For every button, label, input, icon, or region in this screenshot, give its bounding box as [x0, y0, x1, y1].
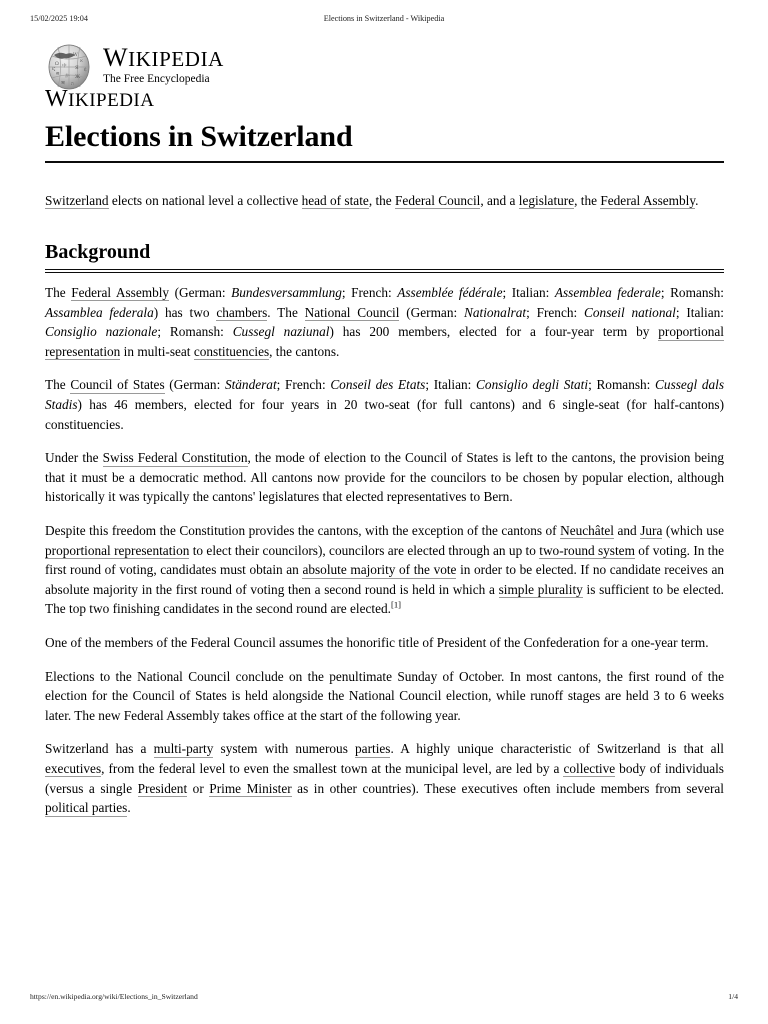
- pc-t11: ) has 46 members, elected for four years in 20 two-seat (for full cantons) and 6 single-seat (for half-cantons) constituencies.: [45, 397, 724, 432]
- link-national-council[interactable]: National Council: [304, 304, 400, 320]
- page-title: Elections in Switzerland: [45, 120, 353, 153]
- wikipedia-wordmark: [103, 44, 343, 87]
- pk-t1: Under the: [45, 450, 103, 466]
- svg-text:Ω: Ω: [55, 62, 59, 67]
- wordmark-lower-capital: W: [45, 86, 69, 112]
- pf-t1: Despite this freedom the Constitution provides the cantons, with the exception of the cantons of: [45, 523, 561, 539]
- pa-t1: The: [45, 285, 72, 301]
- pa-t27: , the cantons.: [269, 343, 340, 359]
- pa-t4: Bundesversammlung: [231, 285, 342, 301]
- citation-reference-1[interactable]: [1]: [390, 599, 402, 610]
- pa-t15: (German:: [399, 304, 464, 320]
- svg-text:ऋ: ऋ: [61, 81, 65, 86]
- lead-text-5: .: [695, 192, 699, 208]
- paragraph-lead: [45, 191, 724, 211]
- link-federal-assembly-2[interactable]: Federal Assembly: [71, 285, 170, 301]
- link-absolute-majority[interactable]: absolute majority of the vote: [302, 562, 457, 578]
- pf-t13: is sufficient to be elected. The top two finishing candidates in the second round are elected.: [45, 581, 724, 617]
- pc-t5: ; French:: [276, 377, 331, 393]
- link-parties[interactable]: parties: [355, 741, 391, 757]
- wikipedia-wordmark-text: [103, 44, 343, 71]
- print-header: [0, 14, 768, 28]
- pa-t16: Nationalrat: [463, 304, 527, 320]
- pf-t3: and: [614, 523, 641, 539]
- svg-text:中: 中: [62, 64, 67, 69]
- lead-text-1: elects on national level a collective: [108, 192, 302, 208]
- pm-t1: Switzerland has a: [45, 741, 154, 757]
- paragraph-federal-assembly: [45, 283, 724, 361]
- pa-t20: Consiglio nazionale: [45, 324, 158, 340]
- svg-text:Ⴀ: Ⴀ: [52, 68, 56, 73]
- pc-t1: The: [45, 377, 71, 393]
- lead-text-2: , the: [368, 192, 396, 208]
- pm-t5: . A highly unique characteristic of Switzerland is that all: [390, 741, 724, 757]
- link-jura[interactable]: Jura: [640, 523, 663, 539]
- link-proportional-representation[interactable]: proportional representation: [45, 324, 724, 359]
- print-footer: [0, 992, 768, 1006]
- wikipedia-logo-block: [45, 42, 345, 110]
- pm-t15: .: [127, 800, 131, 816]
- pa-t11: ) has two: [153, 304, 217, 320]
- link-executives[interactable]: executives: [45, 760, 102, 776]
- link-constituencies[interactable]: constituencies: [193, 343, 270, 359]
- pa-t23: ) has 200 members, elected for a four-year term by: [329, 324, 659, 340]
- pk-t3: , the mode of election to the Council of States is left to the cantons, the provision being that it must be a democratic method. All cantons now provide for the councilors to be chosen by popular election, although historically it was typically the cantons' legislatures that elected representatives to Bern.: [45, 450, 724, 505]
- link-collective[interactable]: collective: [563, 760, 616, 776]
- pc-t10: Cussegl dals Stadis: [45, 377, 724, 413]
- paragraph-cantonal-freedom: [45, 521, 724, 619]
- pm-t13: as in other countries). These executives often include members from several: [291, 780, 725, 796]
- pa-t17: ; French:: [526, 304, 585, 320]
- pa-t5: ; French:: [341, 285, 398, 301]
- paragraph-president: [45, 633, 724, 653]
- svg-text:स: स: [56, 72, 60, 77]
- svg-text:か: か: [65, 74, 70, 79]
- link-proportional-representation-2[interactable]: proportional representation: [45, 542, 190, 558]
- pc-t8: Consiglio degli Stati: [476, 377, 589, 393]
- pp-t1: One of the members of the Federal Council assumes the honorific title of President of the Confederation for a one-year term.: [45, 635, 709, 650]
- svg-text:W: W: [73, 53, 78, 58]
- print-footer-page-number: 1/4: [728, 992, 738, 1001]
- pa-t9: ; Romansh:: [660, 285, 724, 301]
- link-head-of-state[interactable]: head of state: [301, 192, 369, 208]
- pc-t3: (German:: [164, 377, 225, 393]
- wikipedia-globe-icon: [45, 42, 95, 92]
- paragraph-multiparty-system: [45, 739, 724, 817]
- link-neuchatel[interactable]: Neuchâtel: [560, 523, 615, 539]
- link-federal-assembly[interactable]: Federal Assembly: [600, 192, 696, 208]
- svg-text:ع: ع: [84, 67, 87, 72]
- print-header-date: 15/02/2025 19:04: [30, 14, 88, 23]
- svg-text:Я: Я: [75, 66, 79, 71]
- pc-t6: Conseil des Etats: [330, 377, 426, 393]
- svg-text:Ж: Ж: [75, 75, 81, 80]
- pa-t21: ; Romansh:: [157, 324, 233, 340]
- pf-t5: (which use: [662, 523, 724, 539]
- pf-t7: to elect their councilors), councilors are elected through an up to: [189, 542, 540, 558]
- pa-t19: ; Italian:: [675, 304, 724, 320]
- svg-text:א: א: [80, 59, 83, 64]
- pa-t13: . The: [267, 304, 305, 320]
- pa-t25: in multi-seat: [120, 343, 194, 359]
- title-divider: [45, 161, 724, 163]
- link-federal-council[interactable]: Federal Council: [395, 192, 481, 208]
- pm-t3: system with numerous: [213, 741, 356, 757]
- wikipedia-wordmark-lower: [45, 86, 154, 113]
- paragraph-constitution: [45, 448, 724, 507]
- pm-t9: body of individuals (versus a single: [45, 760, 724, 796]
- pm-t11: or: [187, 780, 210, 796]
- pm-t7: , from the federal level to even the smallest town at the municipal level, are led by a: [101, 760, 564, 776]
- wordmark-rest: IKIPEDIA: [128, 47, 224, 71]
- print-footer-url: https://en.wikipedia.org/wiki/Elections_in_Switzerland: [30, 992, 198, 1001]
- paragraph-council-of-states: [45, 375, 724, 434]
- link-swiss-federal-constitution[interactable]: Swiss Federal Constitution: [102, 450, 248, 466]
- pc-t9: ; Romansh:: [588, 377, 656, 393]
- pa-t22: Cussegl naziunal: [232, 324, 330, 340]
- wordmark-capital: W: [103, 43, 129, 72]
- pc-t7: ; Italian:: [425, 377, 477, 393]
- ps-t1: Elections to the National Council conclude on the penultimate Sunday of October. In most cantons, the first round of the election for the Council of States is held alongside the National Council election, while runoff stages are held 3 to 6 weeks later. The new Federal Assembly takes office at the start of the following year.: [45, 668, 724, 723]
- pa-t18: Conseil national: [584, 304, 676, 320]
- link-legislature[interactable]: legislature: [518, 192, 575, 208]
- wikipedia-tagline: The Free Encyclopedia: [103, 73, 210, 86]
- svg-text:ת: ת: [71, 82, 74, 87]
- pa-t3: (German:: [169, 285, 232, 301]
- link-council-of-states[interactable]: Council of States: [70, 377, 165, 393]
- pa-t6: Assemblée fédérale: [397, 285, 503, 301]
- link-switzerland[interactable]: Switzerland: [45, 192, 109, 208]
- pa-t7: ; Italian:: [502, 285, 555, 301]
- lead-text-3: , and a: [480, 192, 519, 208]
- link-president[interactable]: President: [137, 780, 188, 796]
- print-header-title: Elections in Switzerland - Wikipedia: [323, 14, 445, 23]
- link-prime-minister[interactable]: Prime Minister: [209, 780, 292, 796]
- wordmark-lower-rest: IKIPEDIA: [68, 90, 155, 111]
- pa-t10: Assamblea federala: [45, 304, 154, 320]
- link-simple-plurality[interactable]: simple plurality: [498, 581, 583, 597]
- link-chambers[interactable]: chambers: [216, 304, 268, 320]
- lead-text-4: , the: [574, 192, 601, 208]
- pc-t4: Ständerat: [224, 377, 277, 393]
- pf-t9: of voting. In the first round of voting, candidates must obtain an: [45, 542, 725, 578]
- paragraph-election-schedule: [45, 667, 724, 726]
- link-two-round-system[interactable]: two-round system: [539, 542, 635, 558]
- section-divider: [45, 269, 724, 273]
- section-heading-background: Background: [45, 241, 151, 264]
- pf-t11: in order to be elected. If no candidate receives an absolute majority in the first round of voting then a second round is held in which a: [45, 562, 724, 597]
- link-political-parties[interactable]: political parties: [45, 800, 128, 816]
- pa-t8: Assemblea federale: [554, 285, 661, 301]
- article-body: [45, 120, 724, 832]
- link-multi-party[interactable]: multi-party: [153, 741, 214, 757]
